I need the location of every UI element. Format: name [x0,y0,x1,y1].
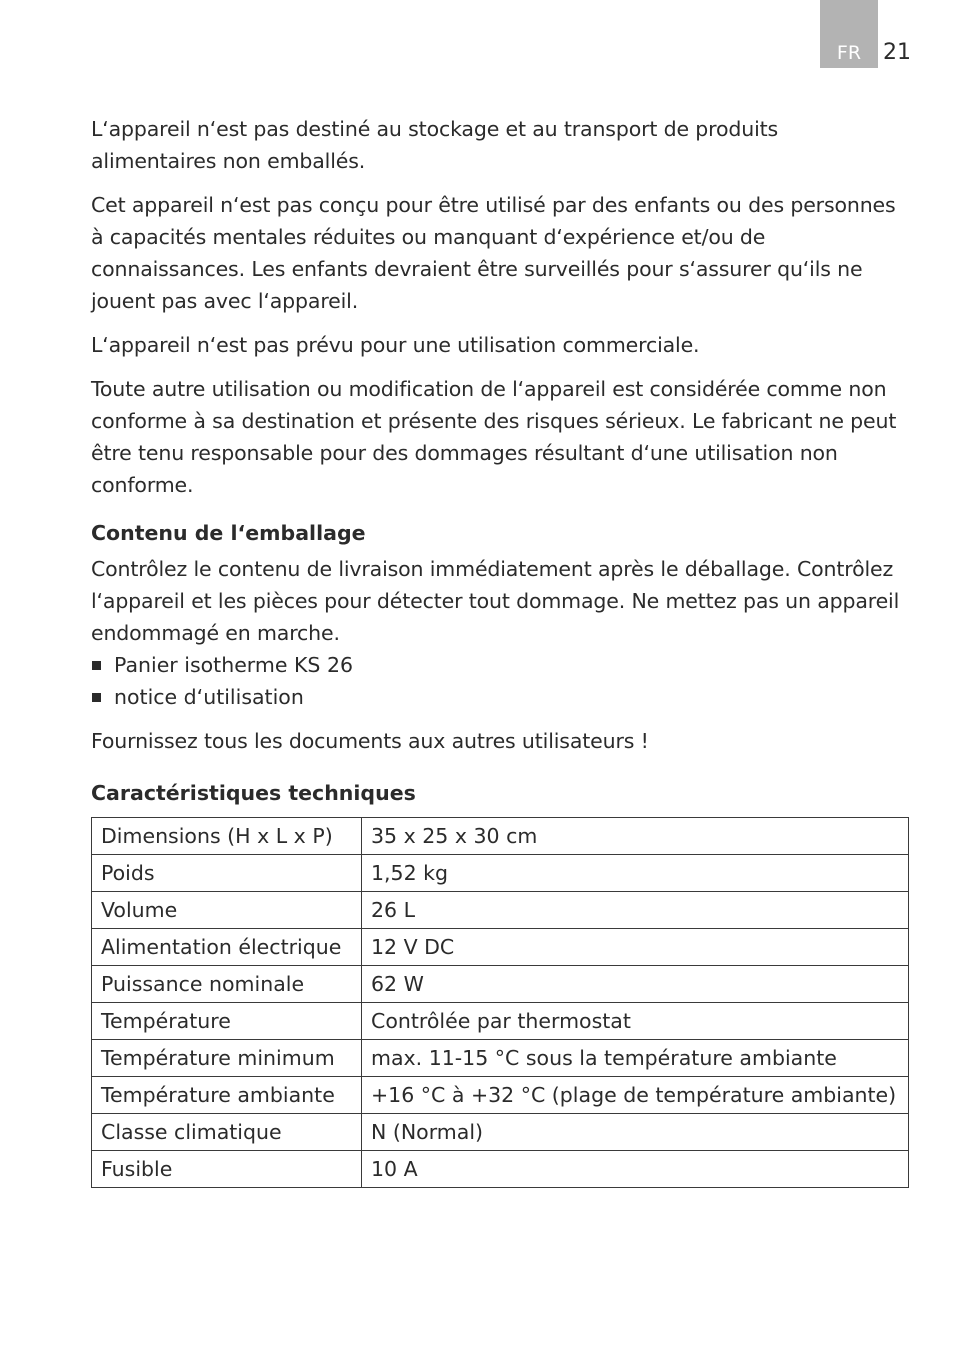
documents-note: Fournissez tous les documents aux autres utilisateurs ! [91,729,649,753]
list-item [91,681,909,713]
language-tab: FR [820,0,878,68]
spec-label: Température minimum [92,1040,362,1077]
table-row [92,855,909,892]
spec-value: 35 x 25 x 30 cm [362,818,909,855]
page-content [91,113,909,1188]
spec-value: 62 W [362,966,909,1003]
spec-value: max. 11-15 °C sous la température ambiante [362,1040,909,1077]
table-row [92,966,909,1003]
spec-value: 26 L [362,892,909,929]
package-contents-intro: Contrôlez le contenu de livraison immédiatement après le déballage. Contrôlez l‘appareil et les pièces pour détecter tout dommage. Ne mettez pas un appareil endommagé en marche. [91,557,900,645]
square-bullet-icon [92,661,101,670]
list-item-text: notice d‘utilisation [114,685,304,709]
paragraph: L‘appareil n‘est pas prévu pour une utilisation commerciale. [91,333,700,357]
page-number: 21 [883,40,911,65]
spec-value: +16 °C à +32 °C (plage de température ambiante) [362,1077,909,1114]
spec-value: 12 V DC [362,929,909,966]
square-bullet-icon [92,693,101,702]
list-item-text: Panier isotherme KS 26 [114,653,354,677]
spec-label: Alimentation électrique [92,929,362,966]
spec-label: Température ambiante [92,1077,362,1114]
table-row [92,892,909,929]
table-row [92,1151,909,1188]
table-row [92,1114,909,1151]
spec-value: 10 A [362,1151,909,1188]
package-contents-list [91,649,909,713]
spec-label: Puissance nominale [92,966,362,1003]
spec-value: Contrôlée par thermostat [362,1003,909,1040]
table-row [92,1040,909,1077]
paragraph: L‘appareil n‘est pas destiné au stockage et au transport de produits alimentaires non emballés. [91,117,779,173]
spec-value: 1,52 kg [362,855,909,892]
spec-label: Poids [92,855,362,892]
paragraph: Cet appareil n‘est pas conçu pour être utilisé par des enfants ou des personnes à capacités mentales réduites ou manquant d‘expérience et/ou de connaissances. Les enfants devraient être surveillés pour s‘assurer qu‘ils ne jouent pas avec l‘appareil. [91,193,896,313]
table-row [92,1077,909,1114]
table-row [92,1003,909,1040]
spec-value: N (Normal) [362,1114,909,1151]
spec-label: Volume [92,892,362,929]
table-row [92,818,909,855]
spec-label: Dimensions (H x L x P) [92,818,362,855]
spec-label: Fusible [92,1151,362,1188]
table-row [92,929,909,966]
tech-specs-table [91,817,909,1188]
spec-label: Température [92,1003,362,1040]
spec-label: Classe climatique [92,1114,362,1151]
list-item [91,649,909,681]
package-contents-heading: Contenu de l‘emballage [91,521,366,545]
tech-specs-heading: Caractéristiques techniques [91,781,416,805]
paragraph: Toute autre utilisation ou modification de l‘appareil est considérée comme non conforme à sa destination et présente des risques sérieux. Le fabricant ne peut être tenu responsable pour des dommages résultant d‘une utilisation non conforme. [91,377,897,497]
